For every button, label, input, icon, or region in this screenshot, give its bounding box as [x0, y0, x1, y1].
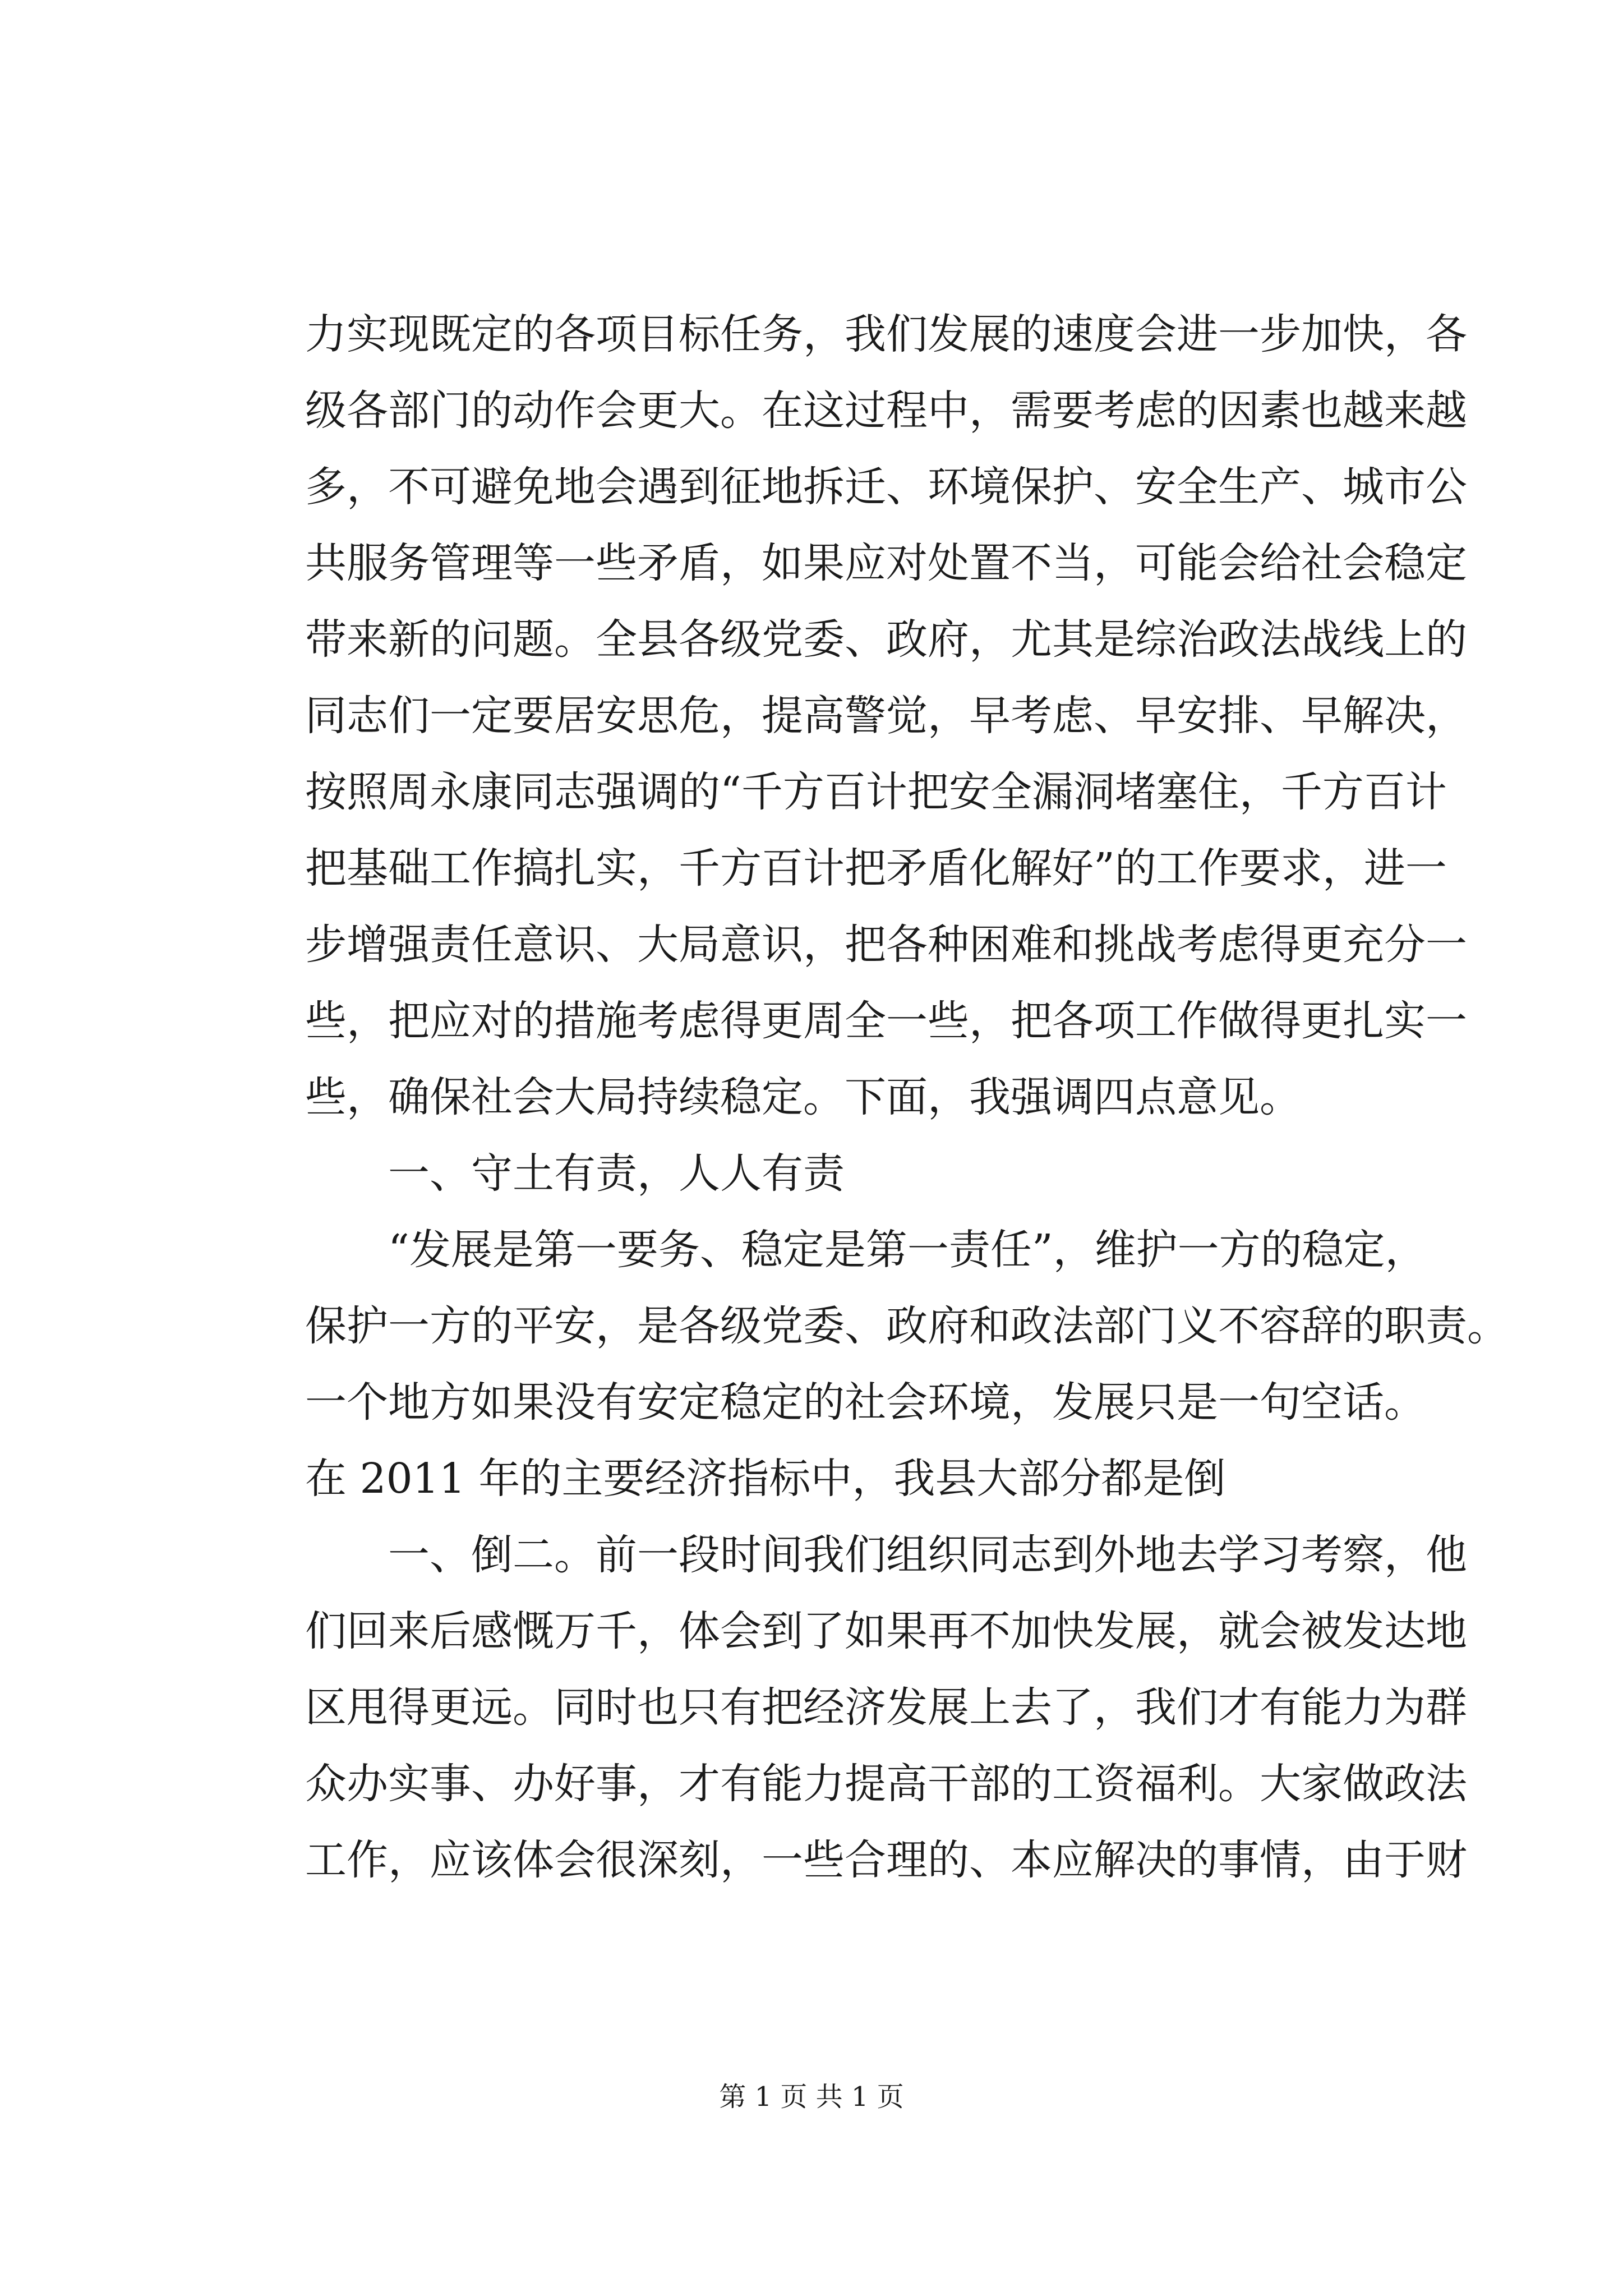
body-line: 多，不可避免地会遇到征地拆迁、环境保护、安全生产、城市公 — [305, 463, 1467, 511]
body-line: 们回来后感慨万千，体会到了如果再不加快发展，就会被发达地 — [305, 1607, 1467, 1655]
body-line: 一、倒二。前一段时间我们组织同志到外地去学习考察，他 — [388, 1531, 1467, 1579]
body-line: 些，把应对的措施考虑得更周全一些，把各项工作做得更扎实一 — [305, 997, 1467, 1045]
body-line: 步增强责任意识、大局意识，把各种困难和挑战考虑得更充分一 — [305, 921, 1467, 969]
body-line: 同志们一定要居安思危，提高警觉，早考虑、早安排、早解决， — [305, 692, 1467, 740]
body-line: 带来新的问题。全县各级党委、政府，尤其是综治政法战线上的 — [305, 615, 1467, 664]
page-footer: 第 1 页 共 1 页 — [719, 2081, 904, 2113]
body-line: 工作，应该体会很深刻，一些合理的、本应解决的事情，由于财 — [305, 1836, 1467, 1884]
body-line: 力实现既定的各项目标任务，我们发展的速度会进一步加快，各 — [305, 310, 1467, 358]
body-line: 区甩得更远。同时也只有把经济发展上去了，我们才有能力为群 — [305, 1683, 1467, 1732]
document-body — [305, 296, 1509, 1898]
section-heading: 一、守土有责，人人有责 — [388, 1149, 845, 1198]
body-line: “发展是第一要务、稳定是第一责任”，维护一方的稳定， — [388, 1226, 1427, 1274]
body-line: 按照周永康同志强调的“千方百计把安全漏洞堵塞住，千方百计 — [305, 768, 1447, 816]
body-line: 众办实事、办好事，才有能力提高干部的工资福利。大家做政法 — [305, 1760, 1467, 1808]
body-line: 在 2011 年的主要经济指标中，我县大部分都是倒 — [305, 1455, 1226, 1503]
body-line: 些，确保社会大局持续稳定。下面，我强调四点意见。 — [305, 1073, 1301, 1121]
body-line: 共服务管理等一些矛盾，如果应对处置不当，可能会给社会稳定 — [305, 539, 1467, 587]
body-line: 把基础工作搞扎实，千方百计把矛盾化解好”的工作要求，进一 — [305, 844, 1447, 892]
body-line: 一个地方如果没有安定稳定的社会环境，发展只是一句空话。 — [305, 1378, 1426, 1427]
body-line: 保护一方的平安，是各级党委、政府和政法部门义不容辞的职责。 — [305, 1302, 1509, 1350]
body-line: 级各部门的动作会更大。在这过程中，需要考虑的因素也越来越 — [305, 386, 1467, 435]
